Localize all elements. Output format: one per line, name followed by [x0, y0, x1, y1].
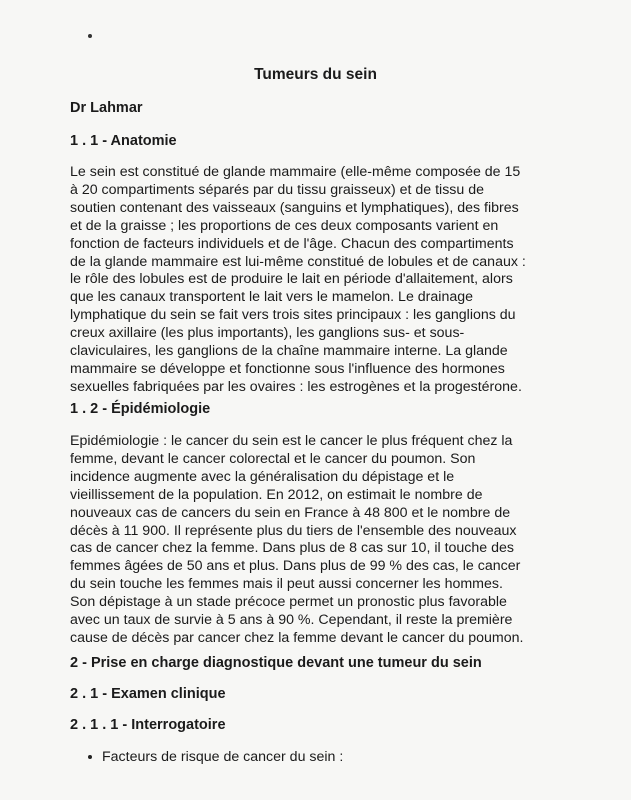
epidemiologie-line: incidence augmente avec la généralisation du dépistage et le [70, 468, 455, 485]
epidemiologie-line: femme, devant le cancer colorectal et le cancer du poumon. Son [70, 450, 476, 467]
stray-dot [88, 34, 92, 38]
author-name: Dr Lahmar [70, 100, 143, 116]
anatomie-line: de la glande mammaire est lui-même constitué de lobules et de canaux : [70, 253, 526, 270]
heading-prise-en-charge: 2 - Prise en charge diagnostique devant une tumeur du sein [70, 655, 482, 671]
epidemiologie-line: cause de décès par cancer chez la femme devant le cancer du poumon. [70, 629, 524, 646]
epidemiologie-line: Epidémiologie : le cancer du sein est le cancer le plus fréquent chez la [70, 433, 513, 449]
paragraph-anatomie [70, 164, 570, 397]
anatomie-line: sexuelles fabriquées par les ovaires : les estrogènes et la progestérone. [70, 378, 522, 395]
bullet-item [88, 749, 343, 765]
epidemiologie-line: avec un taux de survie à 5 ans à 90 %. Cependant, il reste la première [70, 612, 513, 629]
epidemiologie-line: nouveaux cas de cancers du sein en France à 48 800 et le nombre de [70, 504, 511, 521]
bullet-icon [88, 755, 92, 759]
anatomie-line: et de la graisse ; les proportions de ces deux composants varient en [70, 217, 499, 234]
anatomie-line: le rôle des lobules est de produire le lait en période d'allaitement, alors [70, 271, 513, 288]
paragraph-epidemiologie [70, 433, 570, 648]
heading-epidemiologie: 1 . 2 - Épidémiologie [70, 401, 211, 417]
epidemiologie-line: Son dépistage à un stade précoce permet un pronostic plus favorable [70, 594, 507, 611]
anatomie-line: à 20 compartiments séparés par du tissu graisseux) et de tissu de [70, 181, 485, 198]
heading-anatomie: 1 . 1 - Anatomie [70, 133, 177, 149]
anatomie-line: fonction de facteurs individuels et de l'âge. Chacun des compartiments [70, 235, 514, 252]
anatomie-line: creux axillaire (les plus importants), les ganglions sus- et sous- [70, 325, 465, 342]
anatomie-line: lymphatique du sein se fait vers trois sites principaux : les ganglions du [70, 307, 516, 324]
anatomie-line: mammaire se développe et fonctionne sous l'influence des hormones [70, 360, 505, 377]
heading-interrogatoire: 2 . 1 . 1 - Interrogatoire [70, 717, 226, 733]
anatomie-line: soutien contenant des vaisseaux (sanguins et lymphatiques), des fibres [70, 199, 519, 216]
epidemiologie-line: cas de cancer chez la femme. Dans plus de 8 cas sur 10, il touche des [70, 540, 514, 557]
epidemiologie-line: vieillissement de la population. En 2012, on estimait le nombre de [70, 486, 483, 503]
document-title: Tumeurs du sein [254, 66, 377, 83]
anatomie-line: claviculaires, les ganglions de la chaîne mammaire interne. La glande [70, 343, 508, 360]
heading-examen-clinique: 2 . 1 - Examen clinique [70, 686, 226, 702]
epidemiologie-line: femmes âgées de 50 ans et plus. Dans plus de 99 % des cas, le cancer [70, 558, 521, 575]
anatomie-line: Le sein est constitué de glande mammaire (elle-même composée de 15 [70, 164, 521, 180]
bullet-text: Facteurs de risque de cancer du sein : [102, 749, 344, 765]
epidemiologie-line: du sein touche les femmes mais il peut aussi concerner les hommes. [70, 576, 503, 593]
anatomie-line: que les canaux transportent le lait vers le mamelon. Le drainage [70, 289, 473, 306]
epidemiologie-line: décès à 11 900. Il représente plus du tiers de l'ensemble des nouveaux [70, 522, 517, 539]
